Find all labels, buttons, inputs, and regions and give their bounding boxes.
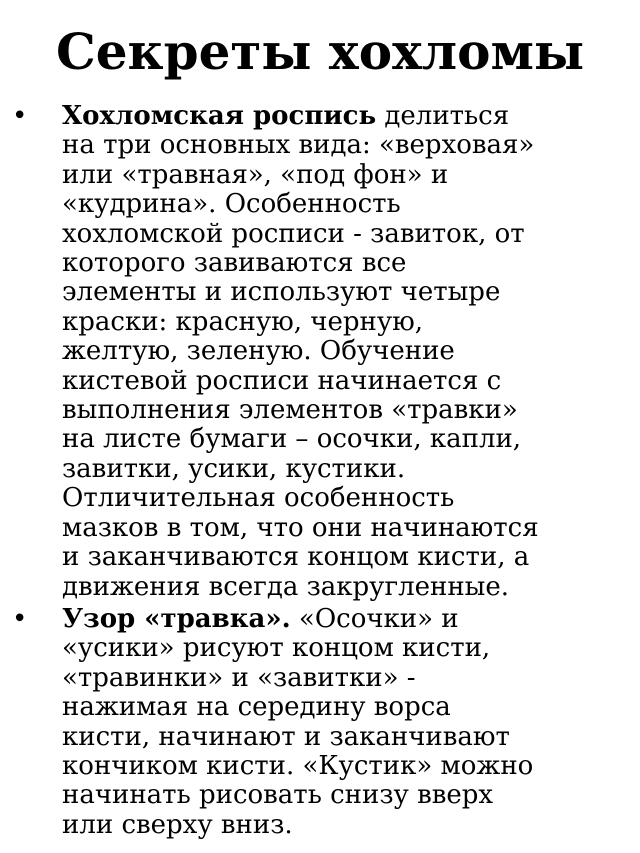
text-line: кистевой росписи начинается с [62, 365, 502, 396]
text-line: Отличительная особенность [62, 483, 455, 514]
text-line [62, 102, 626, 131]
text-line: которого завиваются все [62, 248, 407, 279]
bullet-item-travka-pattern [0, 605, 640, 840]
text-line: или «травная», «под фон» и [62, 159, 449, 190]
text-line: желтую, зеленую. Обучение [62, 336, 455, 367]
text-line: выполнения элементов «травки» [62, 395, 518, 426]
text-line: «усики» рисуют концом кисти, [62, 633, 491, 664]
text-line: «травинки» и «завитки» - [62, 662, 416, 693]
bullet-dot-icon: • [12, 101, 28, 131]
text-line: элементы и используют четыре [62, 277, 501, 308]
bullet-dot-icon: • [12, 603, 28, 634]
text-line: мазков в том, что они начинаются [62, 512, 539, 543]
page-title: Секреты хохломы [55, 22, 585, 81]
text-line: и заканчиваются концом кисти, а [62, 542, 530, 573]
bullet-lead: Хохломская роспись [62, 101, 377, 131]
text-line: кончиком кисти. «Кустик» можно [62, 750, 534, 781]
text-line: завитки, усики, кустики. [62, 453, 406, 484]
text-line: движения всегда закругленные. [62, 571, 509, 602]
text-line: на листе бумаги – осочки, капли, [62, 424, 522, 455]
text-run: делиться [376, 101, 510, 131]
text-line: «кудрина». Особенность [62, 189, 401, 220]
text-line: на три основных вида: «верховая» [62, 130, 535, 161]
text-line: или сверху вниз. [62, 809, 293, 840]
text-line: кисти, начинают и заканчивают [62, 721, 510, 752]
text-line [62, 605, 626, 634]
text-line: начинать рисовать снизу вверх [62, 780, 494, 811]
bullet-lead: Узор «травка». [62, 603, 291, 634]
text-run: «Осочки» и [290, 603, 459, 634]
text-line: хохломской росписи - завиток, от [62, 218, 525, 249]
text-line: краски: красную, черную, [62, 306, 424, 337]
text-line: нажимая на середину ворса [62, 692, 451, 723]
bullet-list [0, 102, 640, 840]
bullet-item-painting-types [0, 102, 640, 602]
